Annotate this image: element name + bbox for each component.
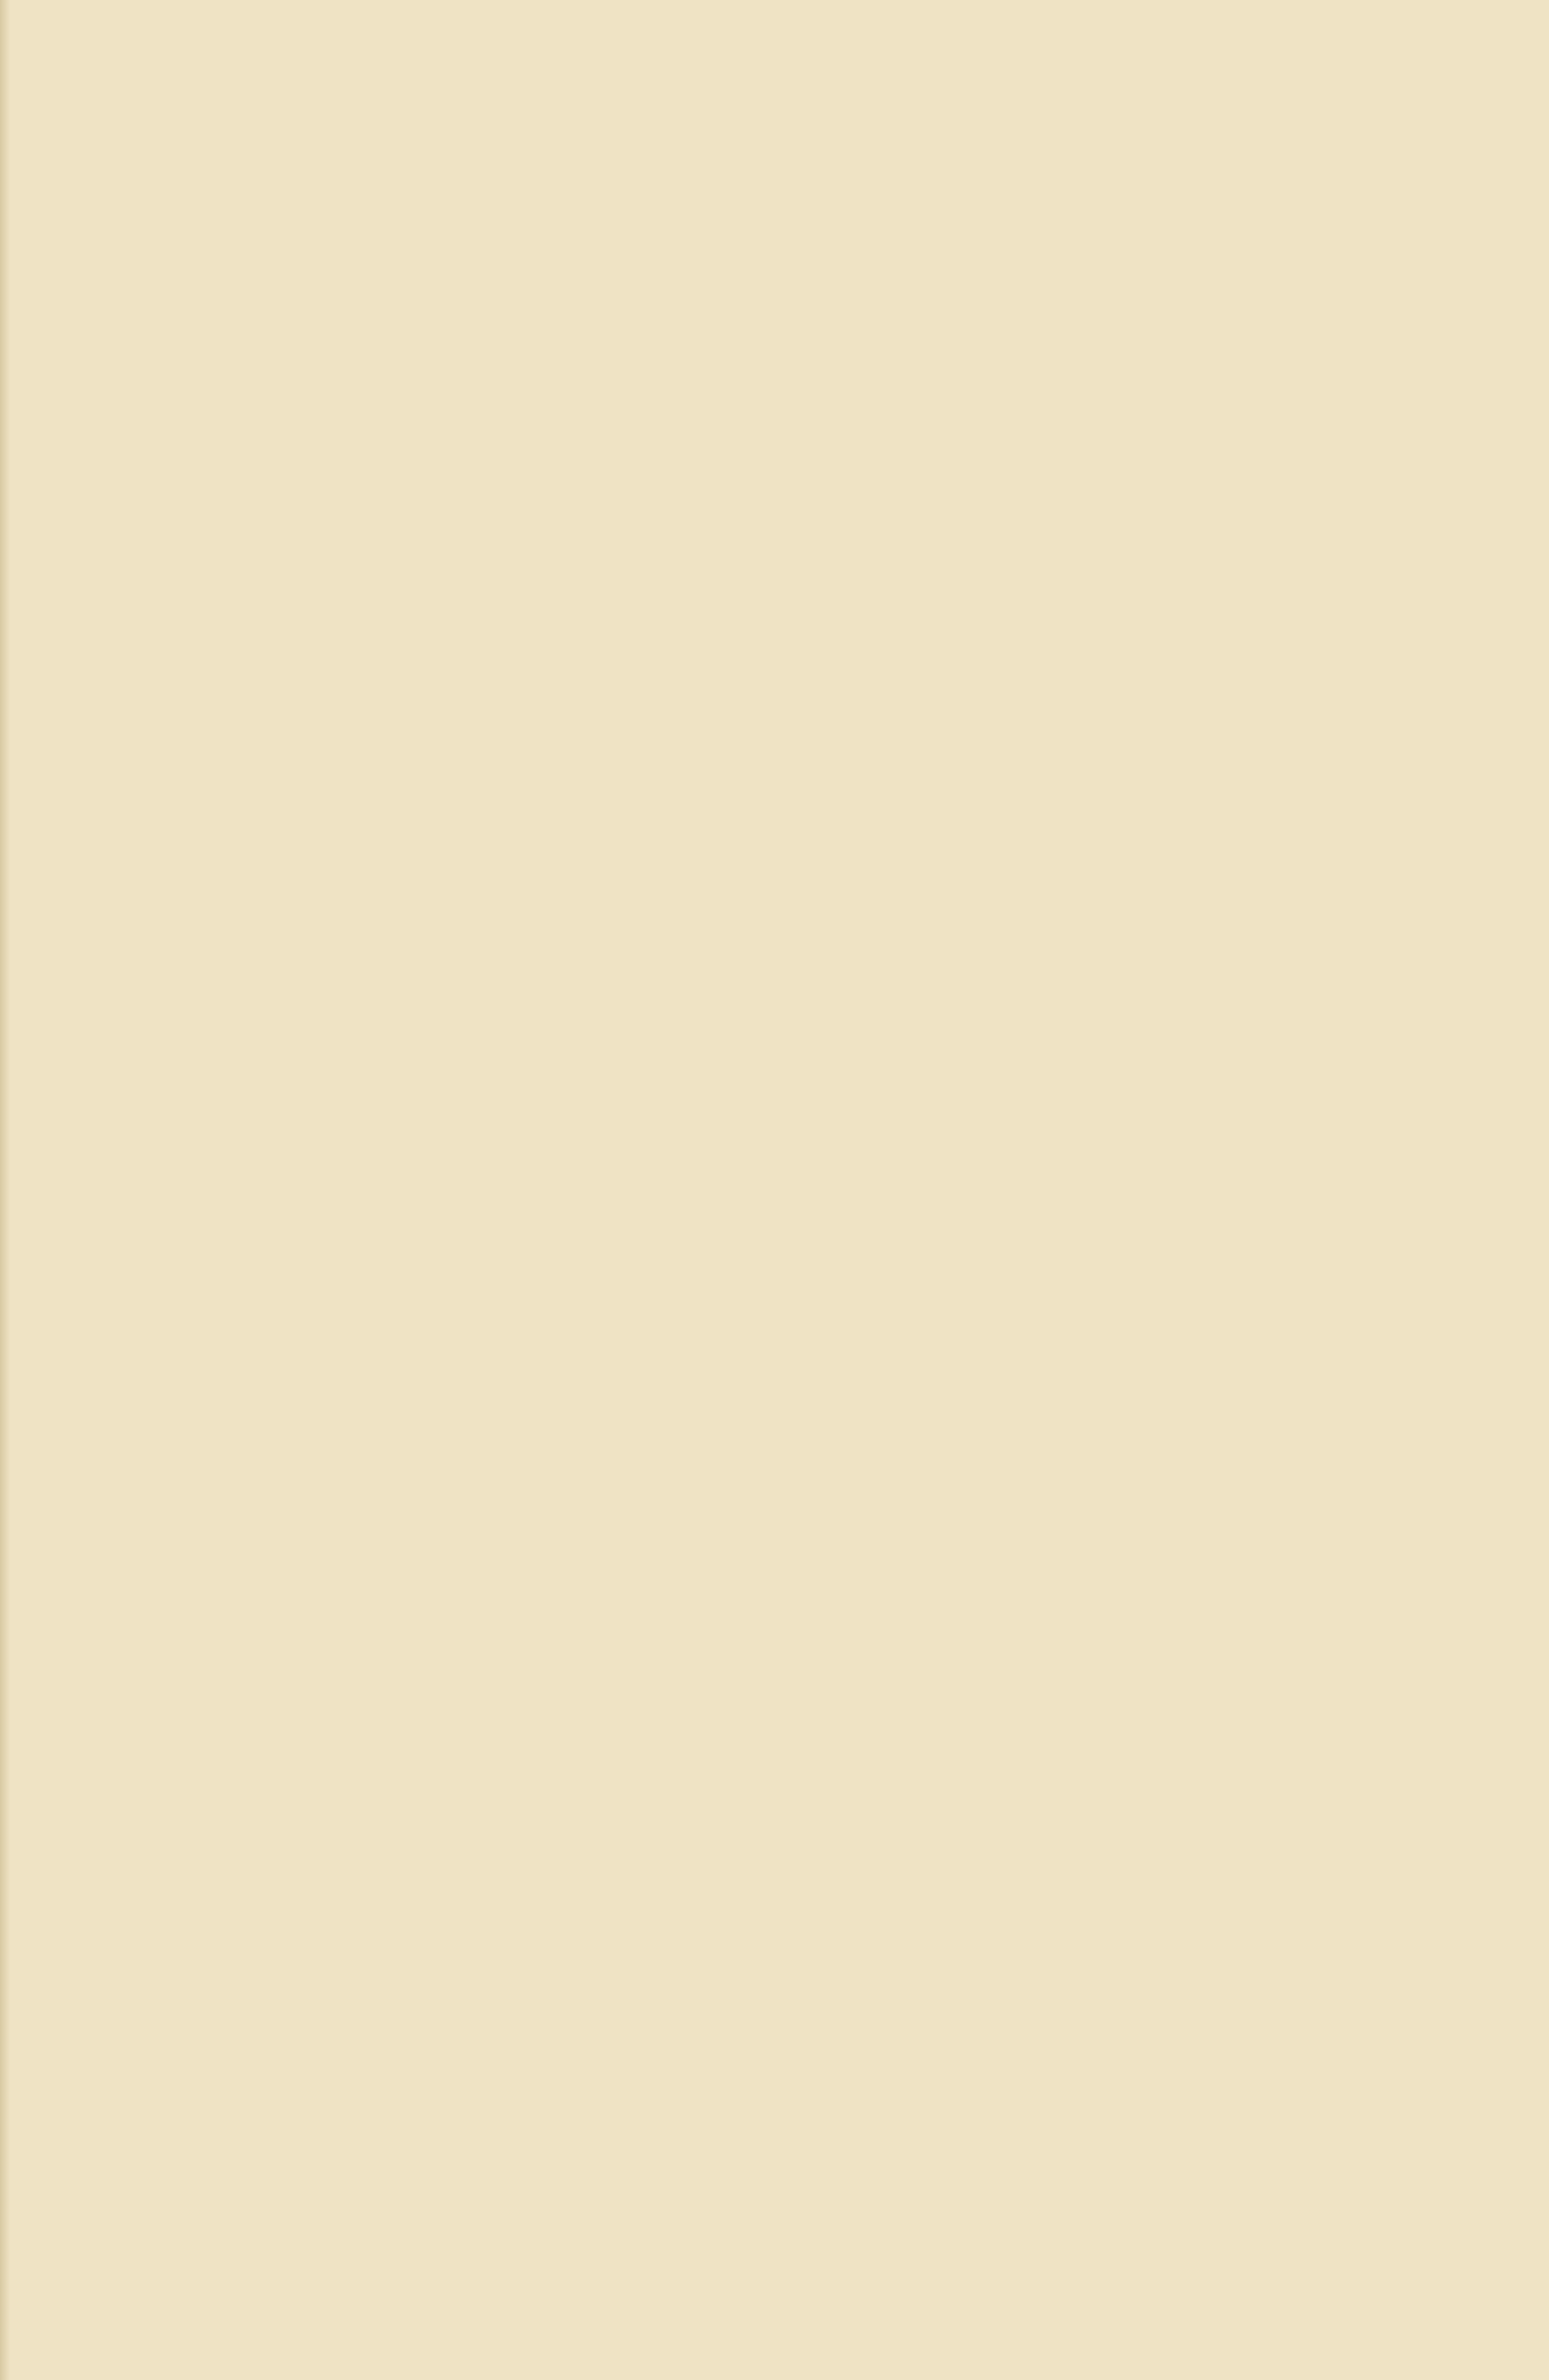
treble-staff <box>0 750 1549 881</box>
treble-staff <box>0 1288 1549 1419</box>
bass-staff <box>0 1550 1549 1667</box>
bass-staff <box>0 473 1549 590</box>
page-edge <box>0 0 10 2380</box>
treble-staff <box>0 211 1549 342</box>
bass-staff <box>0 1012 1549 1128</box>
